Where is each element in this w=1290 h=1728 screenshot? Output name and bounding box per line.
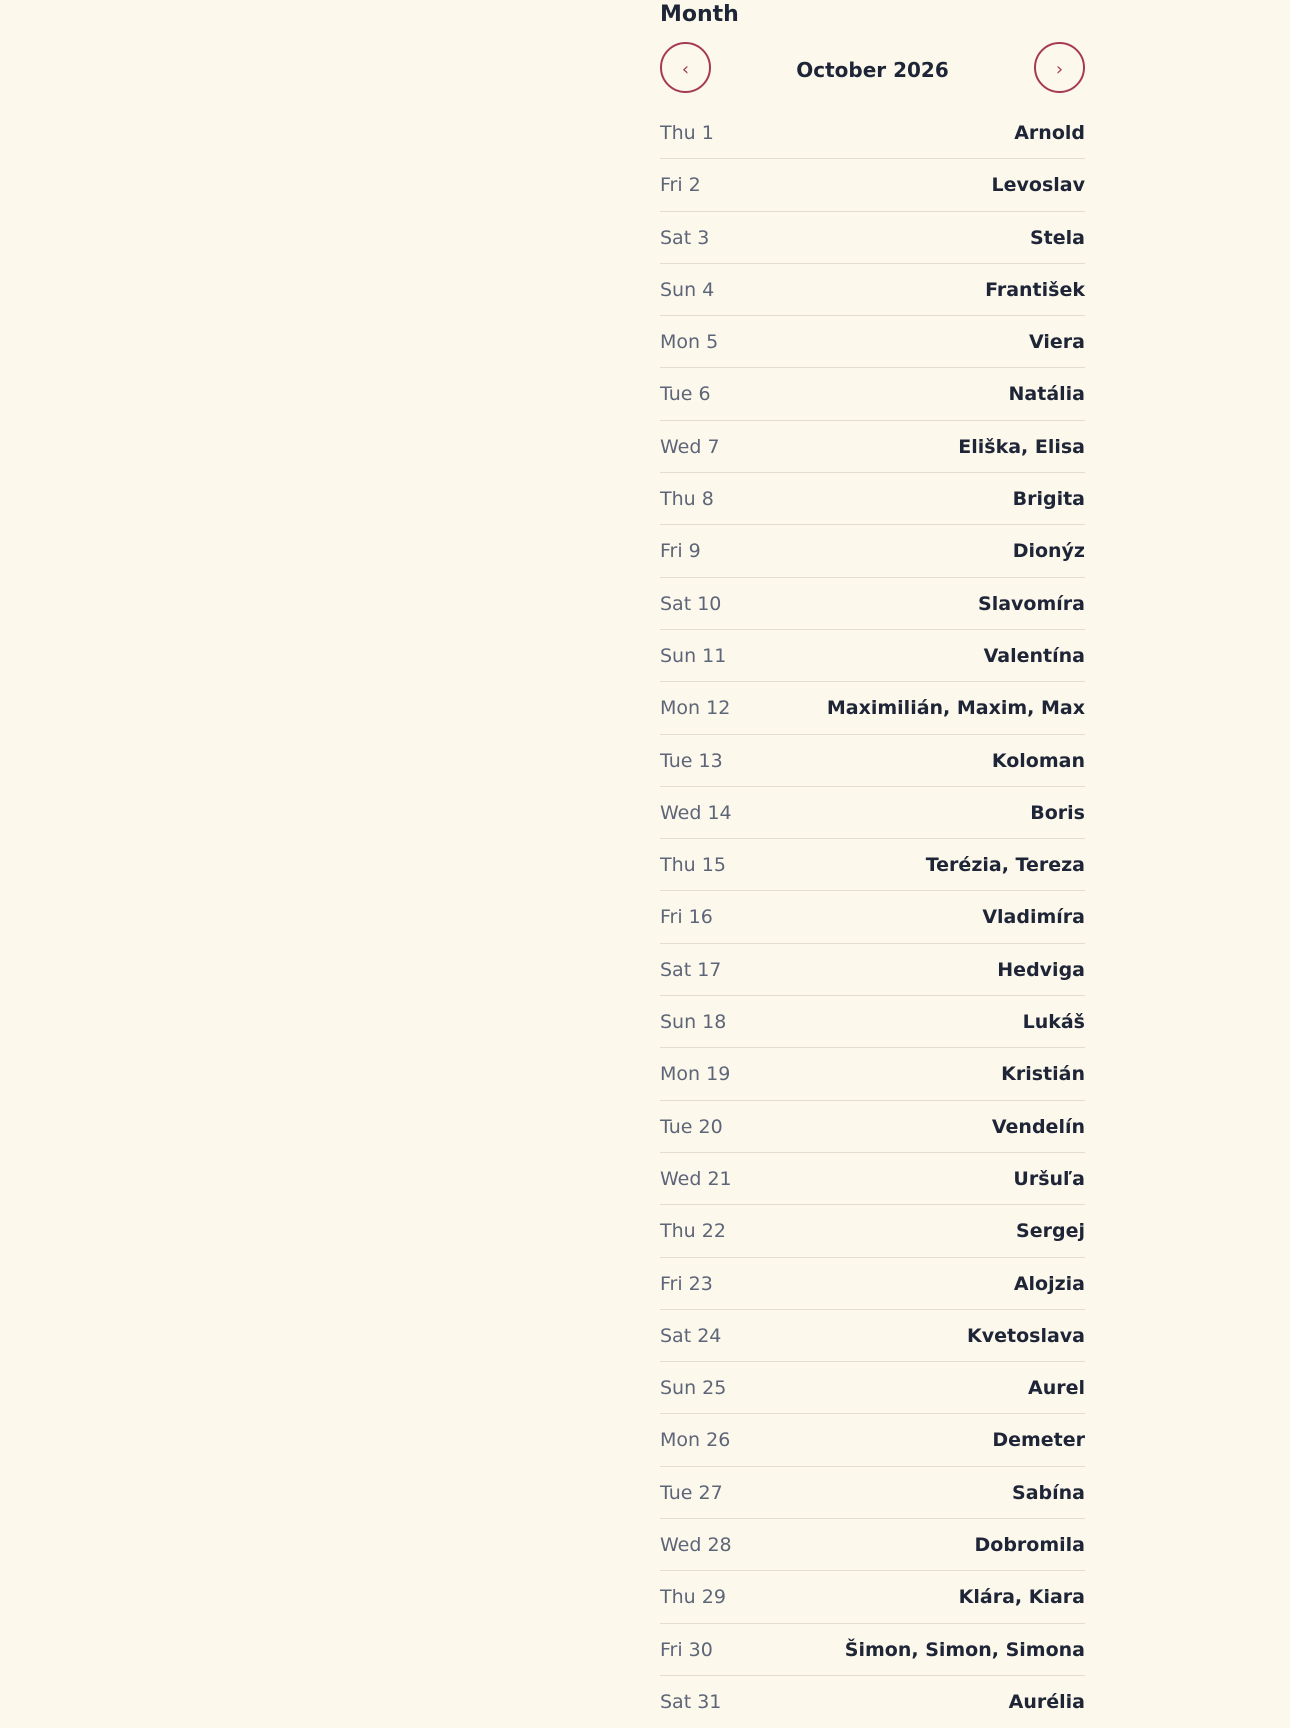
- day-label: Fri 23: [660, 1272, 713, 1295]
- list-item: [660, 1362, 1085, 1414]
- name-day-names: Sergej: [1016, 1220, 1085, 1243]
- name-day-names: Lukáš: [1022, 1011, 1085, 1034]
- list-item: [660, 264, 1085, 316]
- list-item: [660, 1519, 1085, 1571]
- list-item: [660, 107, 1085, 159]
- name-day-names: Maximilián, Maxim, Max: [826, 697, 1085, 720]
- list-item: [660, 839, 1085, 891]
- list-item: [660, 944, 1085, 996]
- list-item: [660, 473, 1085, 525]
- name-day-names: Hedviga: [997, 958, 1085, 981]
- list-item: [660, 525, 1085, 577]
- day-label: Sat 3: [660, 226, 710, 249]
- list-item: [660, 787, 1085, 839]
- day-label: Fri 30: [660, 1638, 713, 1661]
- list-item: [660, 996, 1085, 1048]
- day-label: Sun 25: [660, 1377, 727, 1400]
- name-day-names: Vladimíra: [982, 906, 1085, 929]
- day-label: Thu 22: [660, 1220, 726, 1243]
- day-label: Fri 16: [660, 906, 713, 929]
- list-item: [660, 1624, 1085, 1676]
- list-item: [660, 1467, 1085, 1519]
- name-day-names: Kristián: [1001, 1063, 1085, 1086]
- day-label: Thu 29: [660, 1586, 726, 1609]
- day-label: Thu 1: [660, 122, 714, 144]
- name-day-names: Boris: [1030, 801, 1085, 824]
- name-day-names: Dionýz: [1012, 540, 1085, 563]
- list-item: [660, 1310, 1085, 1362]
- list-item: [660, 368, 1085, 420]
- list-item: [660, 682, 1085, 734]
- day-label: Thu 15: [660, 854, 726, 877]
- day-label: Sat 31: [660, 1690, 722, 1713]
- list-item: [660, 1571, 1085, 1623]
- day-label: Wed 7: [660, 435, 720, 458]
- name-day-names: Uršuľa: [1013, 1167, 1085, 1190]
- day-label: Fri 9: [660, 540, 701, 563]
- day-label: Tue 20: [660, 1115, 723, 1138]
- name-day-names: Arnold: [1014, 122, 1085, 144]
- day-label: Sun 4: [660, 278, 715, 301]
- name-day-names: Eliška, Elisa: [958, 435, 1085, 458]
- section-title: Month: [660, 2, 739, 27]
- day-label: Mon 5: [660, 331, 719, 354]
- name-day-list: [660, 107, 1085, 1728]
- day-label: Sun 11: [660, 644, 727, 667]
- list-item: [660, 891, 1085, 943]
- day-label: Tue 13: [660, 749, 723, 772]
- list-item: [660, 1205, 1085, 1257]
- name-day-names: Šimon, Simon, Simona: [844, 1638, 1085, 1661]
- name-day-names: Viera: [1029, 331, 1085, 354]
- name-day-names: Brigita: [1012, 488, 1085, 511]
- name-day-names: Aurélia: [1008, 1690, 1085, 1713]
- list-item: [660, 212, 1085, 264]
- name-day-names: Dobromila: [974, 1534, 1085, 1557]
- day-label: Mon 26: [660, 1429, 731, 1452]
- next-month-button[interactable]: ›: [1034, 42, 1085, 93]
- day-label: Wed 21: [660, 1167, 732, 1190]
- name-day-names: Stela: [1030, 226, 1085, 249]
- list-item: [660, 316, 1085, 368]
- day-label: Sat 10: [660, 592, 722, 615]
- name-day-names: František: [985, 278, 1085, 301]
- name-day-names: Valentína: [983, 644, 1085, 667]
- name-day-names: Klára, Kiara: [958, 1586, 1085, 1609]
- day-label: Mon 19: [660, 1063, 731, 1086]
- name-day-names: Natália: [1008, 383, 1085, 406]
- name-day-names: Vendelín: [991, 1115, 1085, 1138]
- day-label: Sat 24: [660, 1324, 722, 1347]
- month-label: October 2026: [796, 58, 949, 82]
- day-label: Thu 8: [660, 488, 714, 511]
- list-item: [660, 1414, 1085, 1466]
- list-item: [660, 1258, 1085, 1310]
- name-day-names: Alojzia: [1013, 1272, 1085, 1295]
- month-navigation: [660, 42, 1085, 98]
- list-item: [660, 1676, 1085, 1728]
- day-label: Tue 6: [660, 383, 711, 406]
- name-day-names: Slavomíra: [978, 592, 1085, 615]
- name-day-names: Terézia, Tereza: [925, 854, 1085, 877]
- day-label: Tue 27: [660, 1481, 723, 1504]
- name-day-names: Demeter: [992, 1429, 1085, 1452]
- previous-month-button[interactable]: ‹: [660, 42, 711, 93]
- name-day-names: Sabína: [1012, 1481, 1085, 1504]
- name-day-names: Levoslav: [991, 174, 1085, 197]
- day-label: Fri 2: [660, 174, 701, 197]
- name-day-names: Aurel: [1028, 1377, 1085, 1400]
- list-item: [660, 1048, 1085, 1100]
- day-label: Sun 18: [660, 1011, 727, 1034]
- list-item: [660, 1153, 1085, 1205]
- name-day-names: Kvetoslava: [967, 1324, 1085, 1347]
- day-label: Mon 12: [660, 697, 731, 720]
- list-item: [660, 630, 1085, 682]
- list-item: [660, 735, 1085, 787]
- day-label: Wed 28: [660, 1534, 732, 1557]
- list-item: [660, 159, 1085, 211]
- list-item: [660, 578, 1085, 630]
- day-label: Wed 14: [660, 801, 732, 824]
- name-day-names: Koloman: [991, 749, 1085, 772]
- list-item: [660, 1101, 1085, 1153]
- list-item: [660, 421, 1085, 473]
- day-label: Sat 17: [660, 958, 722, 981]
